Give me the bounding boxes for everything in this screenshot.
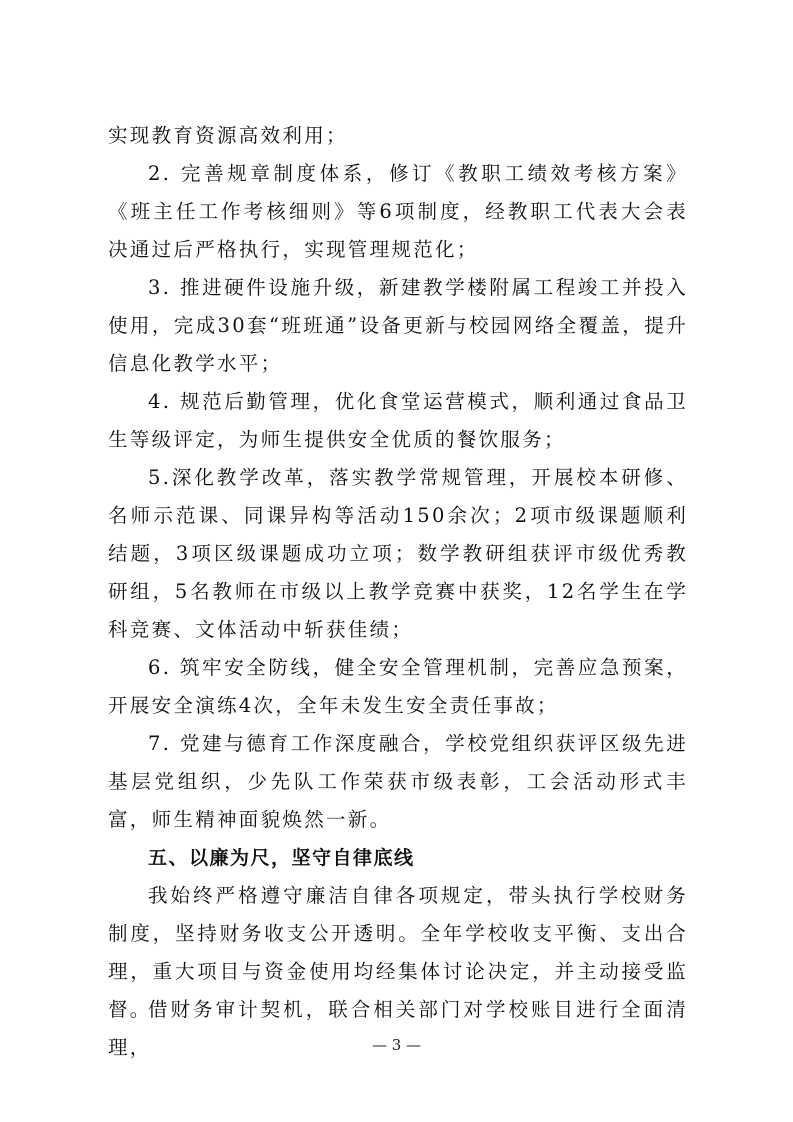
paragraph-item-4: 4. 规范后勤管理，优化食堂运营模式，顺利通过食品卫生等级评定，为师生提供安全优质的餐饮服务； (108, 390, 688, 451)
paragraph-continuation: 实现教育资源高效利用； (108, 124, 348, 147)
section-heading: 五、以廉为尺，坚守自律底线 (148, 847, 415, 869)
paragraph-item-6: 6. 筑牢安全防线，健全安全管理机制，完善应急预案，开展安全演练4次，全年未发生安全责任事故； (108, 656, 688, 717)
paragraph-item-2: 2. 完善规章制度体系，修订《教职工绩效考核方案》《班主任工作考核细则》等6项制度，经教职工代表大会表决通过后严格执行，实现管理规范化； (108, 162, 688, 261)
paragraph-integrity: 我始终严格遵守廉洁自律各项规定，带头执行学校财务制度，坚持财务收支公开透明。全年学校收支平衡、支出合理，重大项目与资金使用均经集体讨论决定，并主动接受监督。 (108, 884, 688, 1021)
paragraph-item-7: 7. 党建与德育工作深度融合，学校党组织获评区级先进基层党组织，少先队工作荣获市级表彰，工会活动形式丰富，师生精神面貌焕然一新。 (108, 732, 688, 831)
paragraph-audit: 借财务审计契机，联合相关部门对学校账目进行全面清理， (108, 998, 688, 1059)
paragraph-item-5: 5.深化教学改革，落实教学常规管理，开展校本研修、名师示范课、同课异构等活动150余次；2项市级课题顺利结题，3项区级课题成功立项；数学教研组获评市级优秀教研组，5名教师在市级以上教学竞赛中获奖，12名学生在学科竞赛、文体活动中斩获佳绩； (108, 466, 688, 641)
paragraph-item-3: 3. 推进硬件设施升级，新建教学楼附属工程竣工并投入使用，完成30套“班班通”设备更新与校园网络全覆盖，提升信息化教学水平； (108, 276, 688, 375)
page-number: — 3 — (371, 1036, 422, 1054)
